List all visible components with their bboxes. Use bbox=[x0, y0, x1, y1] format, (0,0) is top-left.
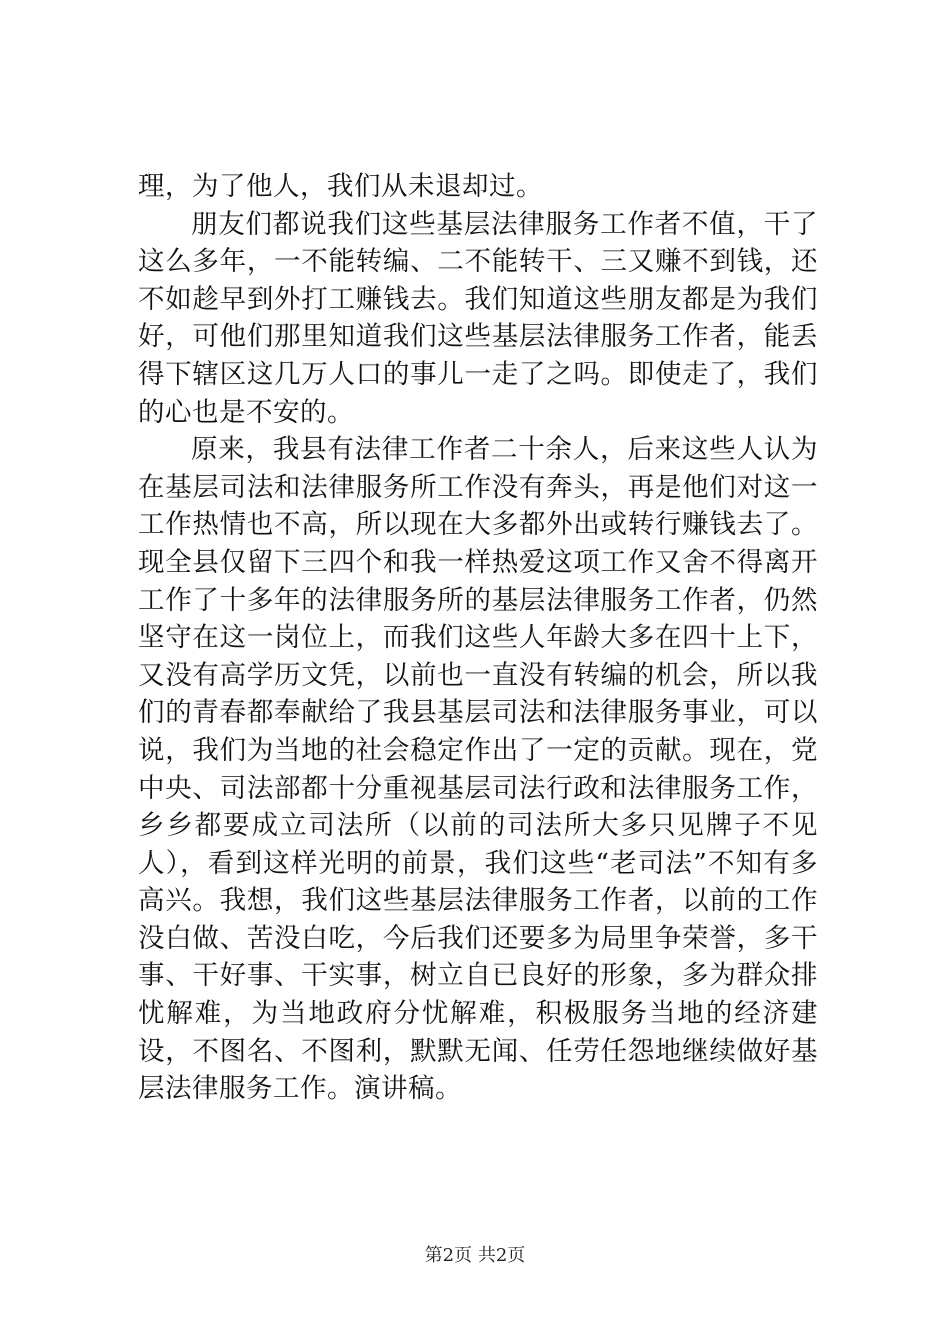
paragraph-continuation: 理，为了他人，我们从未退却过。 bbox=[138, 171, 543, 202]
page-footer: 第2页 共2页 bbox=[424, 1245, 526, 1266]
paragraph-history: 原来，我县有法律工作者二十余人，后来这些人认为在基层司法和法律服务所工作没有奔头，再是他们对这一工作热情也不高，所以现在大多都外出或转行赚钱去了。现全县仅留下三四个和我一样热爱这项工作又舍不得离开工作了十多年的法律服务所的基层法律服务工作者，仍然坚守在这一岗位上，而我们这些人年龄大多在四十上下，又没有高学历文凭，以前也一直没有转编的机会，所以我们的青春都奉献给了我县基层司法和法律服务事业，可以说，我们为当地的社会稳定作出了一定的贡献。现在，党中央、司法部都十分重视基层司法行政和法律服务工作，乡乡都要成立司法所（以前的司法所大多只见牌子不见人），看到这样光明的前景，我们这些“老司法”不知有多高兴。我想，我们这些基层法律服务工作者，以前的工作没白做、苦没白吃，今后我们还要多为局里争荣誉，多干事、干好事、干实事，树立自已良好的形象，多为群众排忧解难，为当地政府分忧解难，积极服务当地的经济建设，不图名、不图利，默默无闻、任劳任怨地继续做好基层法律服务工作。演讲稿。 bbox=[138, 434, 818, 1105]
paragraph-friends: 朋友们都说我们这些基层法律服务工作者不值，干了这么多年，一不能转编、二不能转干、三又赚不到钱，还不如趁早到外打工赚钱去。我们知道这些朋友都是为我们好，可他们那里知道我们这些基层法律服务工作者，能丢得下辖区这几万人口的事儿一走了之吗。即使走了，我们的心也是不安的。 bbox=[138, 208, 818, 428]
document-body bbox=[138, 168, 818, 1108]
